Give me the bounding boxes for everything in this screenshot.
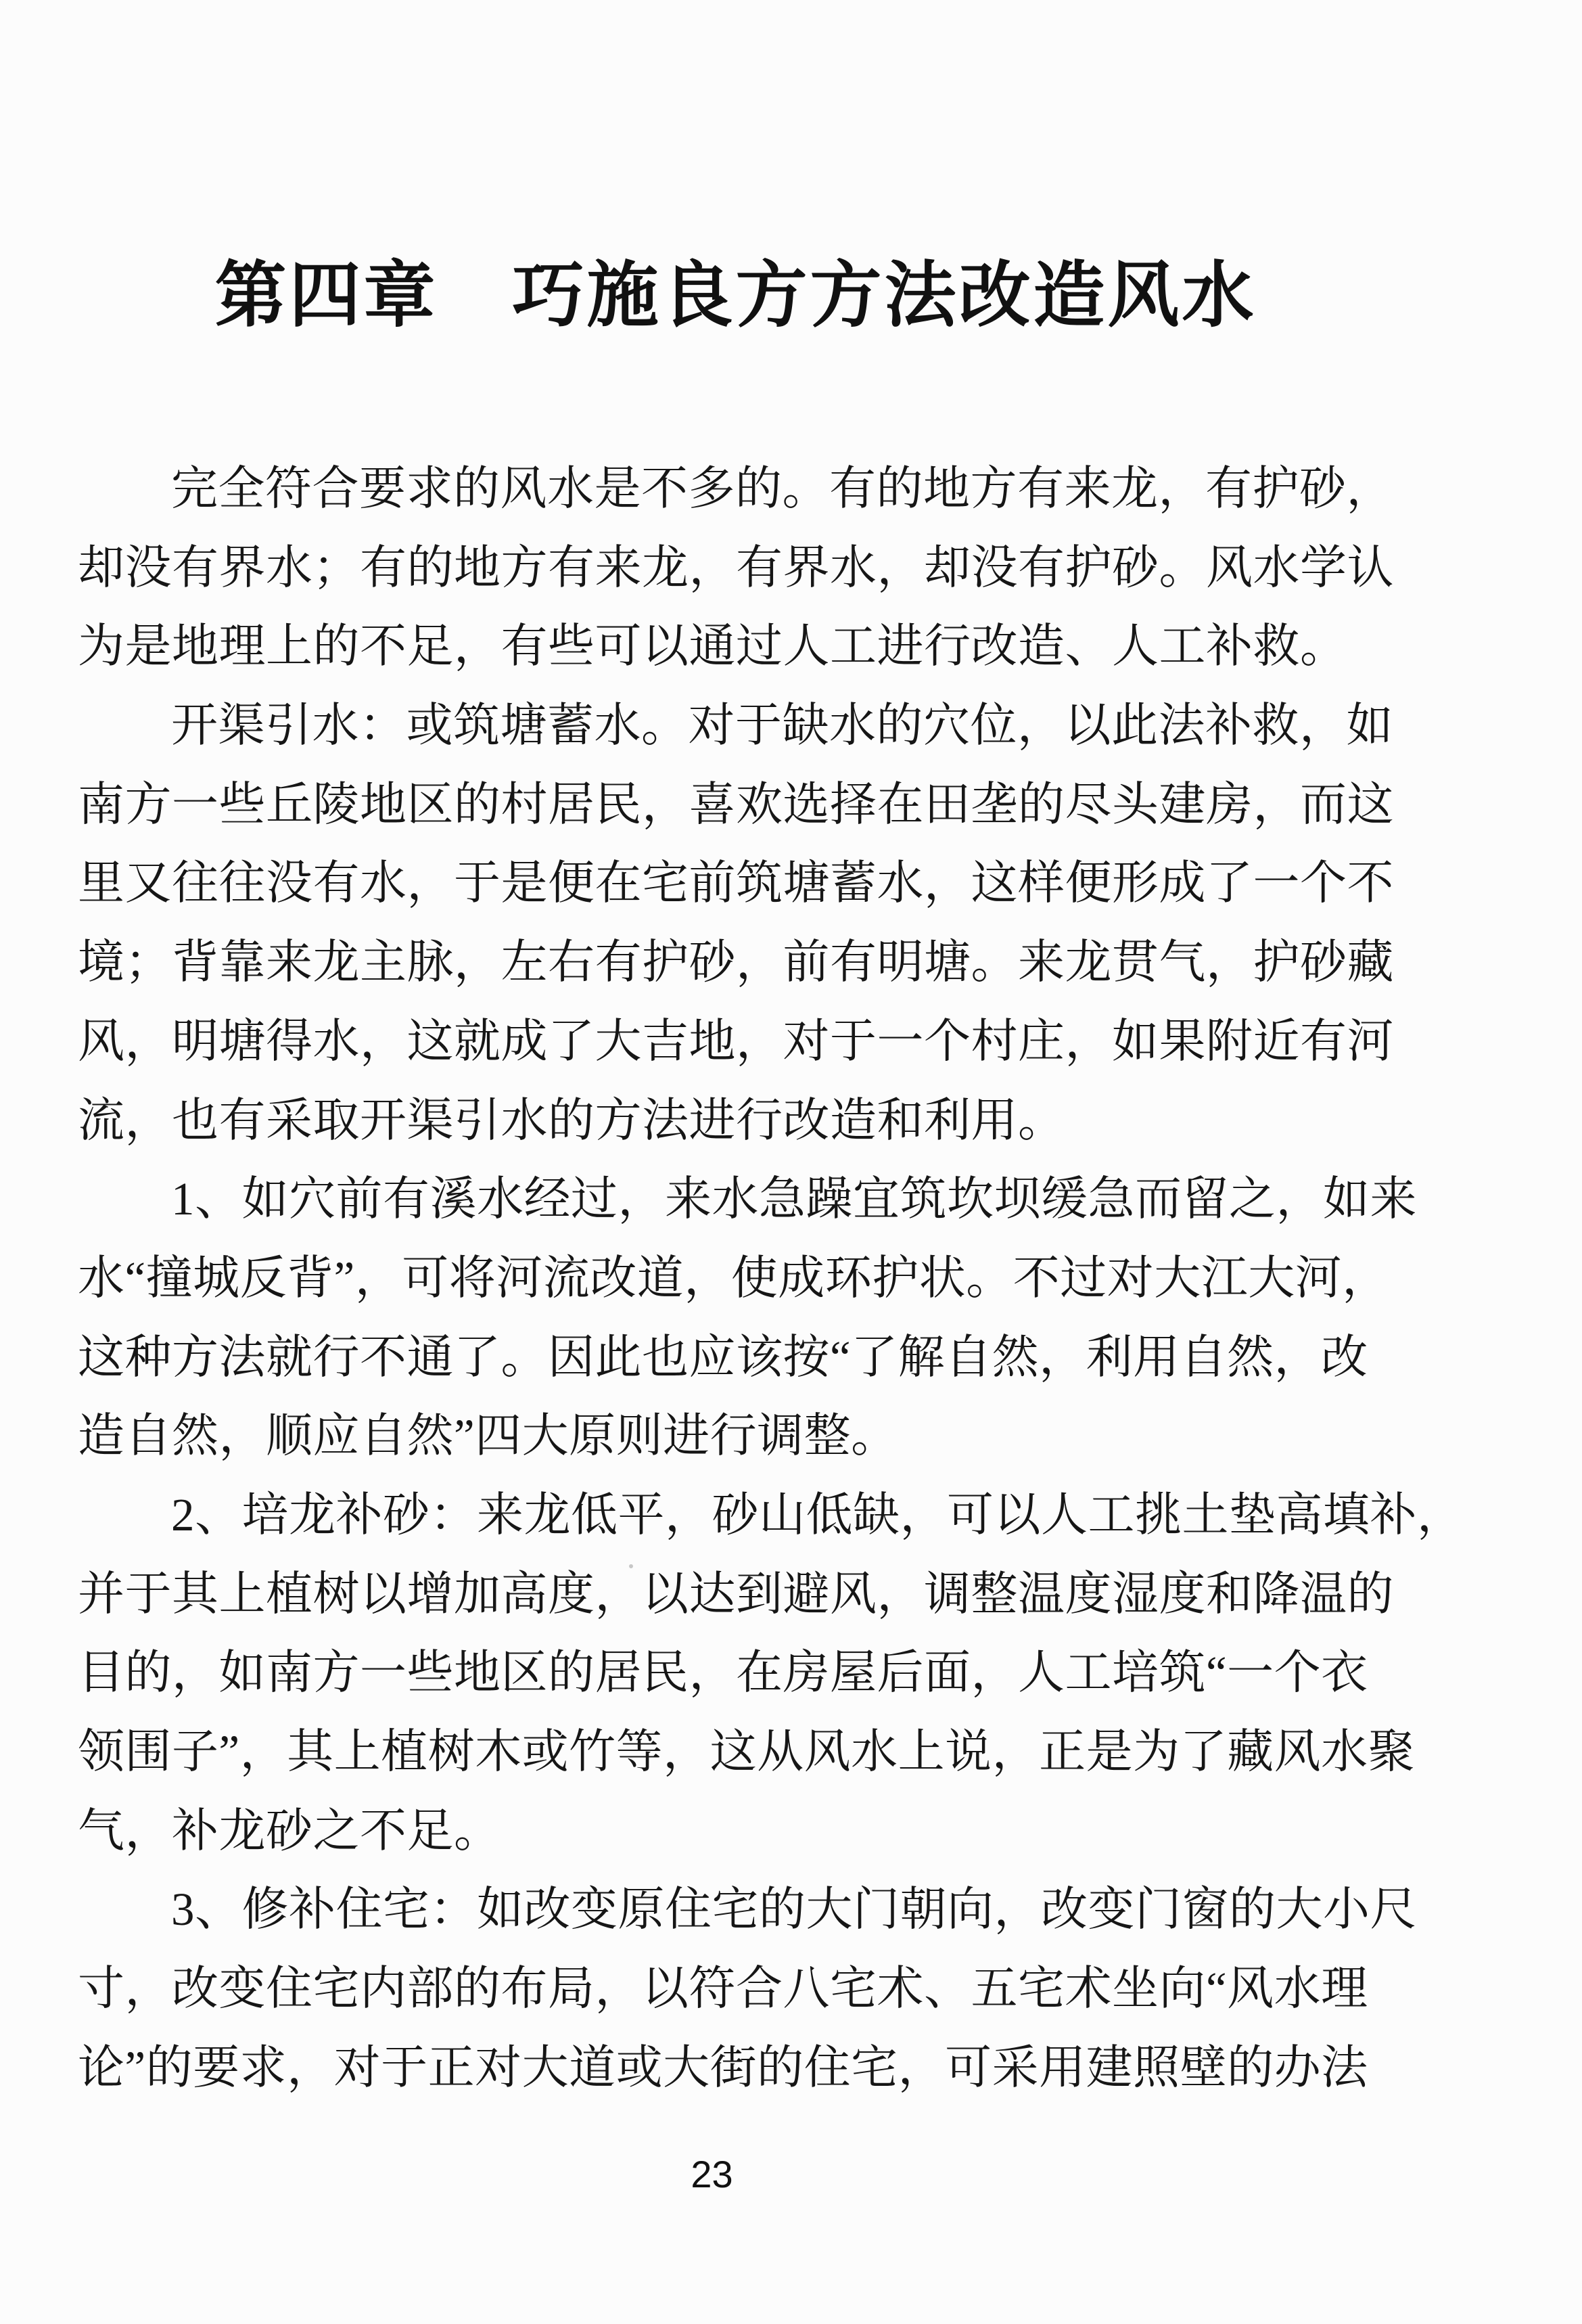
text-line: 1、如穴前有溪水经过，来水急躁宜筑坎坝缓急而留之，如来 — [171, 1173, 1417, 1225]
text-line: 为是地理上的不足，有些可以通过人工进行改造、人工补救。 — [78, 620, 1347, 673]
text-line: 流，也有采取开渠引水的方法进行改造和利用。 — [78, 1094, 1065, 1146]
text-line: 领围子”，其上植树木或竹等，这从风水上说，正是为了藏风水聚 — [78, 1726, 1416, 1777]
text-line: 气，补龙砂之不足。 — [78, 1804, 501, 1856]
body-text — [78, 449, 1464, 2107]
text-line: 3、修补住宅：如改变原住宅的大门朝向，改变门窗的大小尺 — [171, 1884, 1417, 1936]
text-line: 却没有界水；有的地方有来龙，有界水，却没有护砂。风水学认 — [78, 541, 1394, 593]
text-line: 开渠引水：或筑塘蓄水。对于缺水的穴位，以此法补救，如 — [171, 700, 1393, 752]
text-line: 里又往往没有水，于是便在宅前筑塘蓄水，这样便形成了一个不 — [78, 857, 1394, 909]
text-line: 造自然，顺应自然”四大原则进行调整。 — [78, 1410, 898, 1462]
text-line: 水“撞城反背”，可将河流改道，使成环护状。不过对大江大河， — [78, 1252, 1389, 1304]
text-line: 风，明塘得水，这就成了大吉地，对于一个村庄，如果附近有河 — [78, 1015, 1394, 1067]
text-line: 并于其上植树以增加高度，以达到避风，调整温度湿度和降温的 — [78, 1568, 1394, 1620]
text-line: 2、培龙补砂：来龙低平，砂山低缺，可以人工挑土垫高填补， — [171, 1488, 1464, 1541]
chapter-title: 第四章 巧施良方方法改造风水 — [214, 256, 1257, 336]
page-number: 23 — [691, 2153, 733, 2195]
text-line: 目的，如南方一些地区的居民，在房屋后面，人工培筑“一个衣 — [78, 1647, 1368, 1699]
text-line: 论”的要求，对于正对大道或大街的住宅，可采用建照壁的办法 — [78, 2041, 1368, 2093]
text-line: 南方一些丘陵地区的村居民，喜欢选择在田垄的尽头建房，而这 — [78, 778, 1394, 830]
text-line: 这种方法就行不通了。因此也应该按“了解自然，利用自然，改 — [78, 1331, 1368, 1383]
text-line: 寸，改变住宅内部的布局，以符合八宅术、五宅术坐向“风水理 — [78, 1963, 1368, 2015]
text-line: 境；背靠来龙主脉，左右有护砂，前有明塘。来龙贯气，护砂藏 — [78, 936, 1394, 988]
text-line: 完全符合要求的风水是不多的。有的地方有来龙，有护砂， — [171, 463, 1393, 514]
